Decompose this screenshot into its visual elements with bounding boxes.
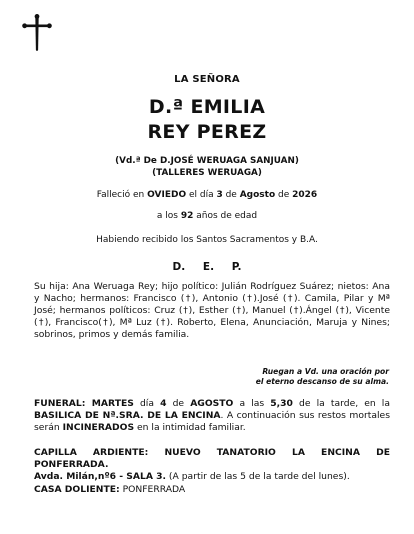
- mourning-house-line: CASA DOLIENTE: PONFERRADA: [34, 484, 186, 495]
- heading: LA SEÑORA: [174, 74, 240, 85]
- dep-line: D. E. P.: [172, 261, 242, 273]
- death-line: Falleció en OVIEDO el día 3 de Agosto de 2026: [96, 190, 318, 200]
- death-month: Agosto: [239, 190, 276, 200]
- deceased-first-name: D.ª EMILIA: [148, 96, 266, 118]
- company-line: (TALLERES WERUAGA): [152, 168, 262, 178]
- sacraments-line: Habiendo recibido los Santos Sacramentos y B.A.: [96, 235, 318, 245]
- death-place: OVIEDO: [147, 190, 187, 200]
- death-year: 2026: [292, 190, 318, 200]
- cross-icon: [22, 14, 52, 52]
- age-line: a los 92 años de edad: [156, 211, 258, 221]
- age-years: 92: [180, 211, 194, 221]
- family-paragraph: Su hija: Ana Weruaga Rey; hijo político: Julián Rodríguez Suárez; nietos: Ana y Nacho; hermanos: Francisco (†), Antonio (†).José (†). Camila, Pilar y Mª José; hermanos políticos: Cruz (†), Esther (†), Manuel (†).Ángel (†), Vicente (†), Francisco(†), Mª Luz (†). Roberto, Elena, Anunciación, Maruja y Nines; sobrinos, primos y demás familia.: [34, 281, 390, 340]
- chapel-paragraph: CAPILLA ARDIENTE: NUEVO TANATORIO LA ENCINA DE PONFERRADA. Avda. Milán,nº6 - SALA 3. (A partir de las 5 de la tarde del lunes).: [34, 447, 390, 482]
- widow-of-line: (Vd.ª De D.JOSÉ WERUAGA SANJUAN): [115, 156, 299, 166]
- funeral-paragraph: FUNERAL: MARTES día 4 de AGOSTO a las 5,30 de la tarde, en la BASILICA DE Nª.SRA. DE LA ENCINA. A continuación sus restos mortales serán INCINERADOS en la intimidad familiar.: [34, 398, 390, 433]
- prayer-request: Ruegan a Vd. una oración por el eterno descanso de su alma.: [255, 367, 389, 386]
- deceased-surnames: REY PEREZ: [147, 121, 267, 143]
- death-day: 3: [216, 190, 223, 200]
